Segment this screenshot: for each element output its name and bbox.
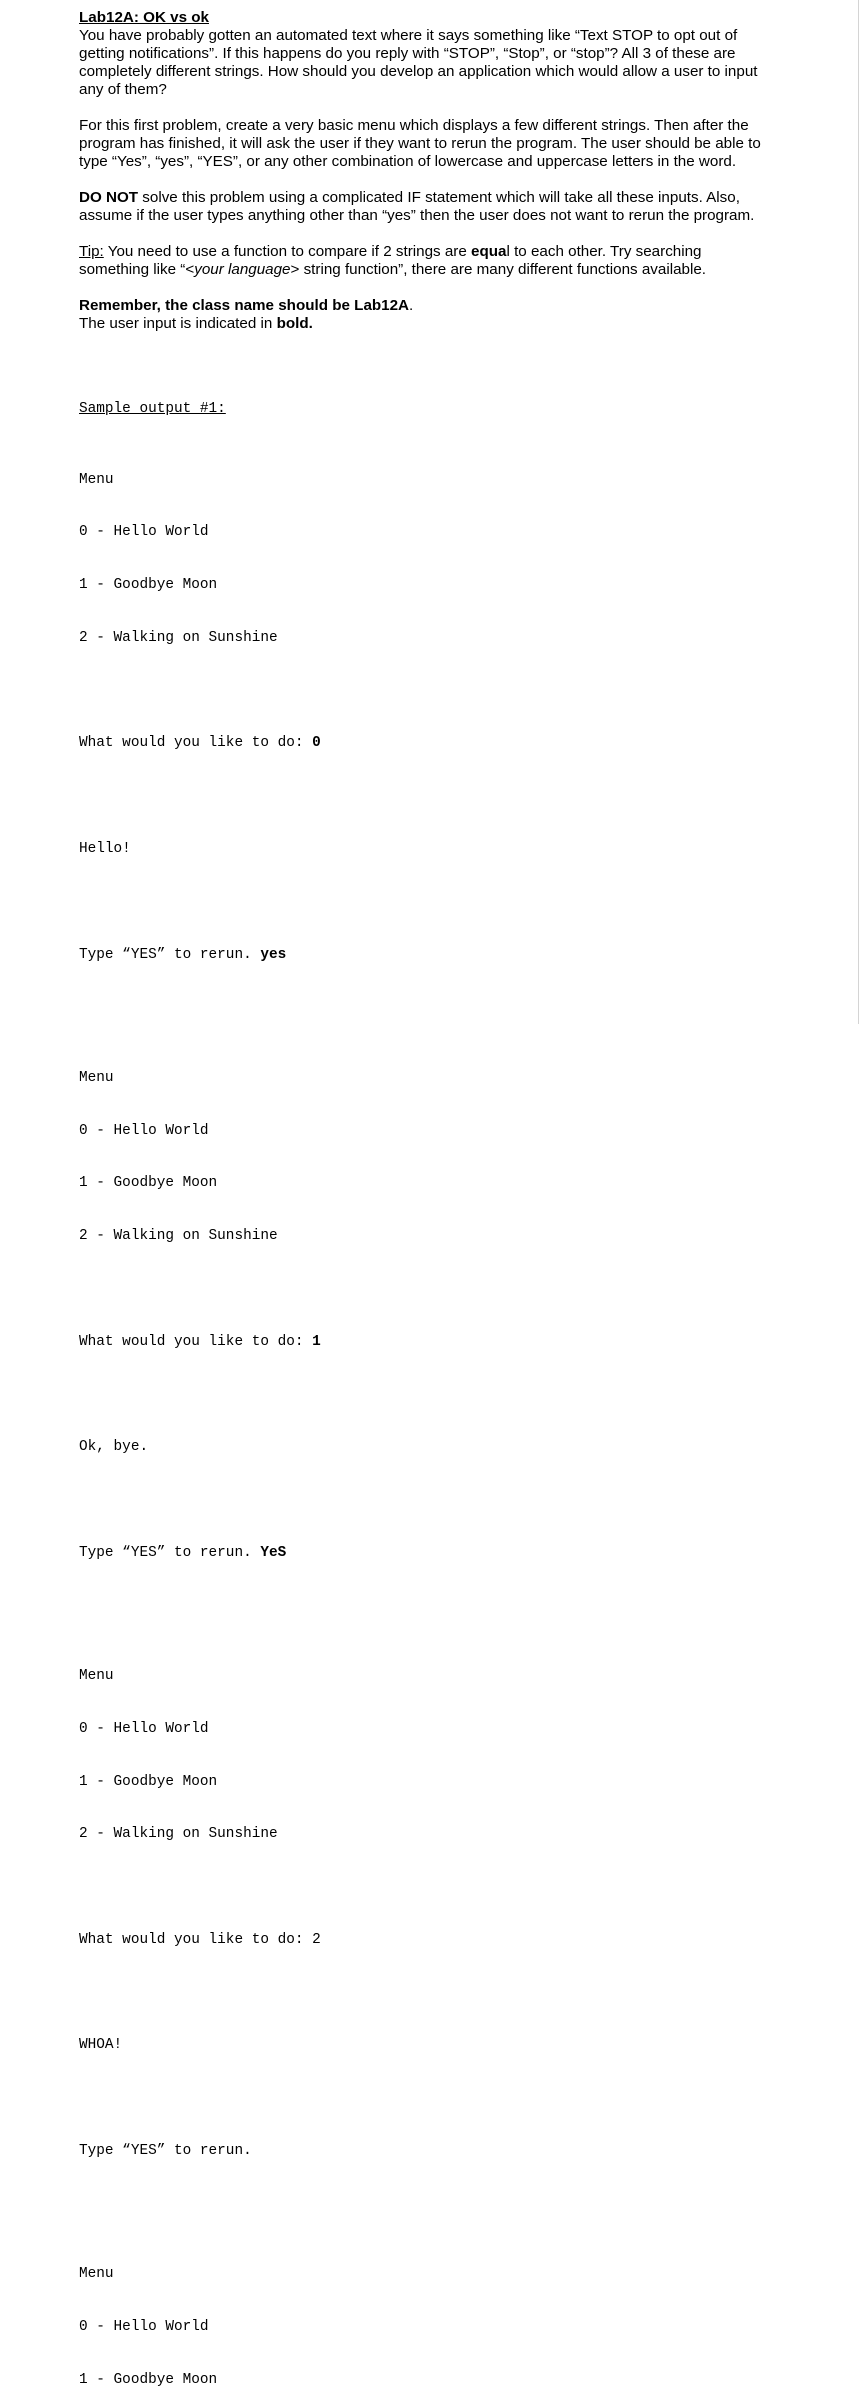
constraint-text: assume if the user types anything other than “yes” then the user does not want to rerun the program. <box>79 207 755 224</box>
program-response: WHOA! <box>79 2037 123 2054</box>
menu-title: Menu <box>79 2266 114 2283</box>
menu-item: 1 - Goodbye Moon <box>79 577 218 594</box>
constraint-text: solve this problem using a complicated IF statement which will take all these inputs. Also, <box>138 189 740 206</box>
problem-paragraph <box>79 117 791 171</box>
menu-title: Menu <box>79 1069 114 1086</box>
intro-paragraph <box>79 27 791 99</box>
remember-paragraph <box>79 297 791 333</box>
do-not-label: DO NOT <box>79 189 139 206</box>
choice-prompt: What would you like to do: <box>79 1931 313 1948</box>
intro-line: completely different strings. How should you develop an application which would allow a user to input <box>79 63 758 80</box>
page-title: Lab12A: OK vs ok <box>79 9 209 26</box>
sample-heading: Sample output #1: <box>79 401 226 418</box>
menu-item: 2 - Walking on Sunshine <box>79 629 278 646</box>
choice-prompt-line <box>79 1932 321 1950</box>
tip-text: You need to use a function to compare if 2 strings are <box>103 243 472 260</box>
menu-title: Menu <box>79 471 114 488</box>
user-input-note-bold: bold. <box>276 315 313 332</box>
user-choice: 0 <box>312 735 321 752</box>
program-response: Hello! <box>79 841 131 858</box>
menu-item: 0 - Hello World <box>79 2318 209 2335</box>
user-rerun-input: YeS <box>260 1544 287 1561</box>
tip-paragraph <box>79 243 791 279</box>
problem-line: For this first problem, create a very basic menu which displays a few different strings. Then after the <box>79 117 749 134</box>
class-name-period: . <box>409 297 414 314</box>
menu-item: 2 - Walking on Sunshine <box>79 1826 278 1843</box>
sample-output <box>79 366 321 2407</box>
choice-prompt-line <box>79 735 321 753</box>
choice-prompt: What would you like to do: <box>79 1333 313 1350</box>
intro-line: You have probably gotten an automated text where it says something like “Text STOP to opt out of <box>79 27 738 44</box>
rerun-prompt-line <box>79 947 321 965</box>
rerun-prompt: Type “YES” to rerun. <box>79 2142 261 2159</box>
document-body <box>79 9 791 333</box>
class-name-note: Remember, the class name should be Lab12A <box>79 297 410 314</box>
page-edge <box>858 0 859 1024</box>
menu-item: 1 - Goodbye Moon <box>79 1773 218 1790</box>
user-choice: 1 <box>312 1333 321 1350</box>
tip-text: something like “< <box>79 261 195 278</box>
choice-prompt: What would you like to do: <box>79 735 313 752</box>
menu-item: 1 - Goodbye Moon <box>79 1175 218 1192</box>
menu-item: 0 - Hello World <box>79 1122 209 1139</box>
tip-emphasis: equa <box>471 243 507 260</box>
problem-line: type “Yes”, “yes”, “YES”, or any other combination of lowercase and uppercase letters in the word. <box>79 153 737 170</box>
rerun-prompt-line <box>79 2143 321 2161</box>
tip-text: > string function”, there are many different functions available. <box>290 261 706 278</box>
menu-item: 1 - Goodbye Moon <box>79 2371 218 2388</box>
user-input-note: The user input is indicated in <box>79 315 277 332</box>
tip-label: Tip: <box>79 243 104 260</box>
constraint-paragraph <box>79 189 791 225</box>
program-response: Ok, bye. <box>79 1439 149 1456</box>
rerun-prompt: Type “YES” to rerun. <box>79 1544 261 1561</box>
menu-title: Menu <box>79 1667 114 1684</box>
menu-item: 0 - Hello World <box>79 1720 209 1737</box>
rerun-prompt: Type “YES” to rerun. <box>79 946 261 963</box>
user-choice: 2 <box>312 1931 321 1948</box>
user-rerun-input: yes <box>260 946 287 963</box>
tip-text: l to each other. Try searching <box>506 243 702 260</box>
intro-line: getting notifications”. If this happens do you reply with “STOP”, “Stop”, or “stop”? All 3 of these are <box>79 45 736 62</box>
intro-line: any of them? <box>79 81 167 98</box>
tip-italic: your language <box>194 261 291 278</box>
choice-prompt-line <box>79 1334 321 1352</box>
rerun-prompt-line <box>79 1545 321 1563</box>
menu-item: 2 - Walking on Sunshine <box>79 1228 278 1245</box>
menu-item: 0 - Hello World <box>79 524 209 541</box>
problem-line: program has finished, it will ask the user if they want to rerun the program. The user should be able to <box>79 135 761 152</box>
